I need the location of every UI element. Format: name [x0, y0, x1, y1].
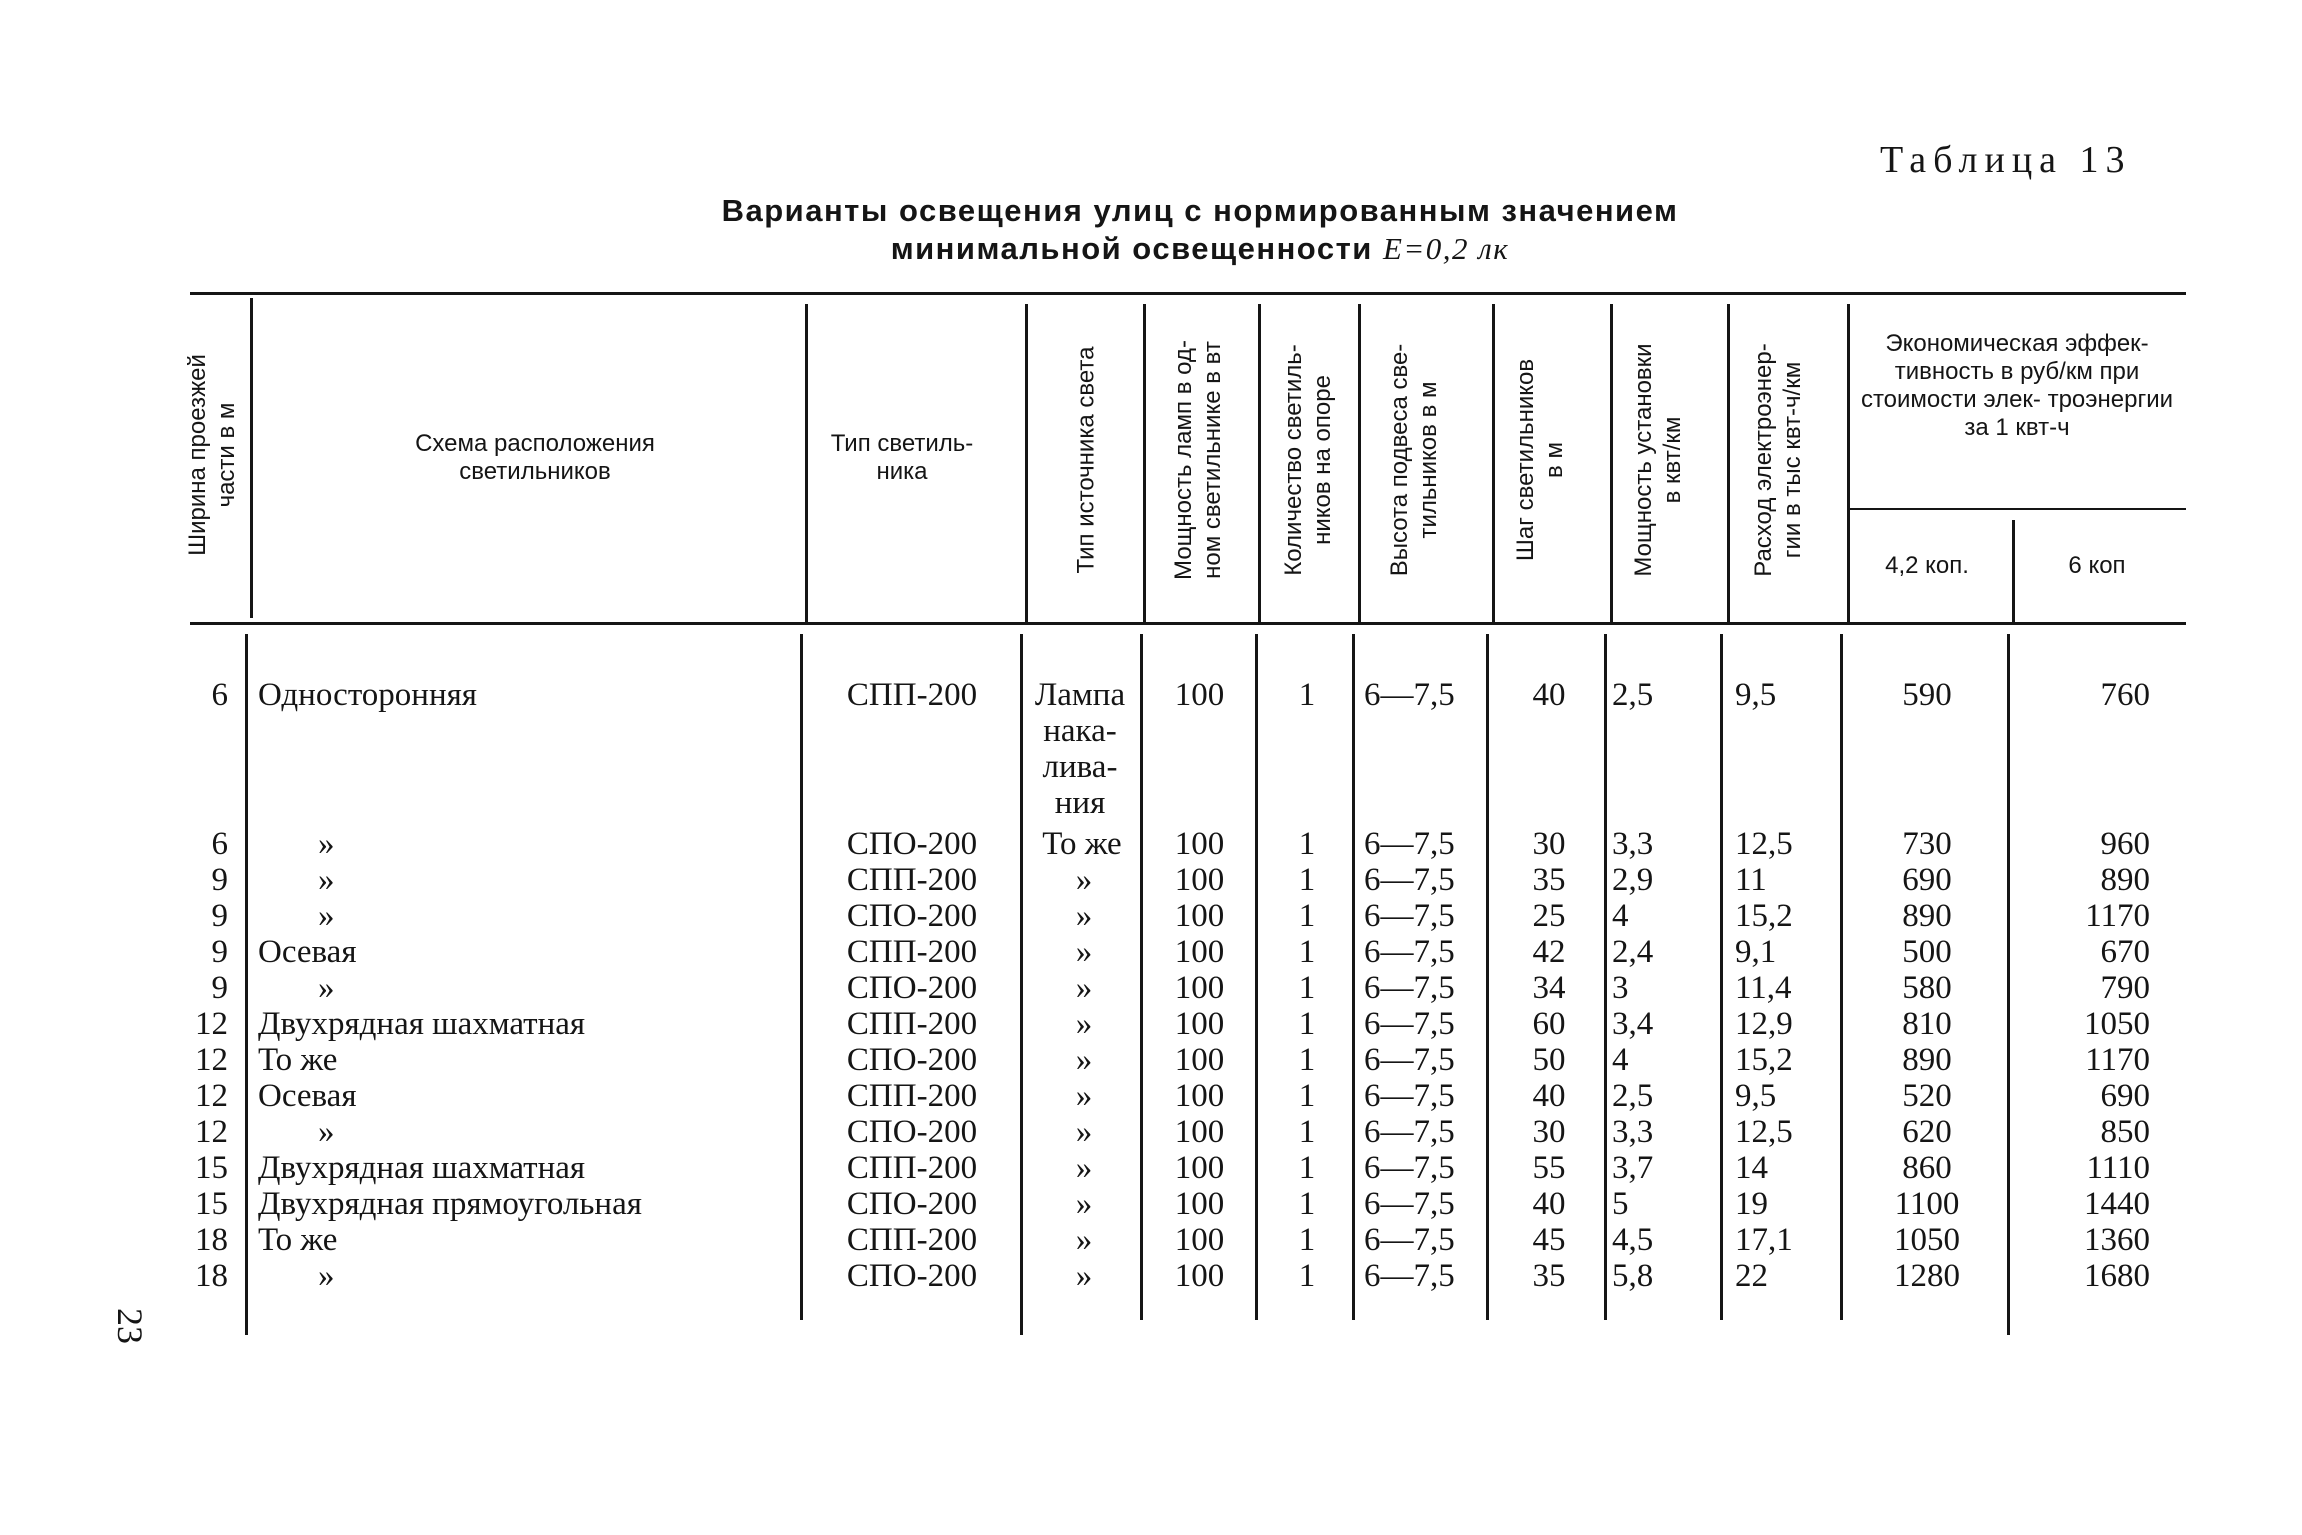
header-width-line-2: части в м [213, 402, 240, 508]
cell-fixture: СПП-200 [846, 677, 978, 713]
cell-fixture: СПО-200 [846, 1258, 978, 1294]
header-bottom-rule [190, 622, 2186, 625]
cell-e1: 860 [1902, 1150, 1952, 1186]
economic-sub-rule [1847, 508, 2186, 510]
cell-install: 4,5 [1612, 1222, 1654, 1258]
cell-source: » [1075, 1186, 1093, 1222]
cell-height: 6—7,5 [1364, 677, 1455, 713]
header-economic: Экономическая эффек- тивность в руб/км при стоимости элек- троэнергии за 1 квт-ч [1860, 330, 2174, 441]
cell-fixture: СПП-200 [846, 1222, 978, 1258]
cell-scheme: Двухрядная шахматная [258, 1150, 586, 1186]
cell-scheme: То же [258, 1222, 338, 1258]
cell-power: 100 [1174, 1006, 1225, 1042]
header-install-line-1: Мощность установки [1630, 343, 1657, 577]
cell-power: 100 [1174, 1114, 1225, 1150]
title-line-2-formula: E=0,2 лк [1382, 231, 1510, 266]
cell-install: 2,9 [1612, 862, 1654, 898]
cell-energy: 15,2 [1735, 1042, 1793, 1078]
cell-source: » [1075, 1006, 1093, 1042]
cell-e2: 850 [2100, 1114, 2150, 1150]
cell-width: 12 [195, 1078, 228, 1114]
cell-count: 1 [1298, 826, 1316, 862]
cell-install: 4 [1612, 898, 1629, 934]
cell-energy: 12,5 [1735, 1114, 1793, 1150]
header-install-line-2: в квт/км [1659, 416, 1686, 504]
cell-install: 4 [1612, 1042, 1629, 1078]
cell-height: 6—7,5 [1364, 1006, 1455, 1042]
cell-energy: 9,5 [1735, 1078, 1777, 1114]
cell-power: 100 [1174, 1222, 1225, 1258]
cell-step: 25 [1532, 898, 1566, 934]
cell-step: 30 [1532, 826, 1566, 862]
cell-fixture: СПО-200 [846, 1186, 978, 1222]
cell-height: 6—7,5 [1364, 934, 1455, 970]
cell-width: 12 [195, 1006, 228, 1042]
cell-scheme: » [318, 898, 335, 934]
cell-e1: 1050 [1894, 1222, 1960, 1258]
cell-fixture: СПО-200 [846, 898, 978, 934]
cell-energy: 22 [1735, 1258, 1768, 1294]
header-height-line-1: Высота подвеса све- [1386, 343, 1413, 577]
cell-fixture: СПП-200 [846, 1078, 978, 1114]
cell-install: 3,4 [1612, 1006, 1654, 1042]
column-divider [1610, 304, 1613, 622]
cell-scheme: Двухрядная шахматная [258, 1006, 586, 1042]
cell-step: 35 [1532, 1258, 1566, 1294]
cell-power: 100 [1174, 677, 1225, 713]
cell-fixture: СПО-200 [846, 826, 978, 862]
header-count-line-1: Количество светиль- [1280, 344, 1307, 576]
cell-power: 100 [1174, 898, 1225, 934]
cell-install: 3 [1612, 970, 1629, 1006]
cell-source: » [1075, 1150, 1093, 1186]
cell-e1: 890 [1902, 1042, 1952, 1078]
column-divider [1492, 304, 1495, 622]
cell-step: 42 [1532, 934, 1566, 970]
cell-e1: 1280 [1894, 1258, 1960, 1294]
cell-height: 6—7,5 [1364, 1150, 1455, 1186]
cell-e2: 790 [2100, 970, 2150, 1006]
cell-energy: 14 [1735, 1150, 1768, 1186]
cell-source: » [1075, 862, 1093, 898]
cell-step: 60 [1532, 1006, 1566, 1042]
cell-energy: 9,1 [1735, 934, 1777, 970]
cell-energy: 9,5 [1735, 677, 1777, 713]
cell-height: 6—7,5 [1364, 826, 1455, 862]
cell-width: 12 [195, 1042, 228, 1078]
cell-e1: 500 [1902, 934, 1952, 970]
cell-install: 2,4 [1612, 934, 1654, 970]
header-scheme: Схема расположения светильников [415, 430, 655, 485]
cell-scheme: То же [258, 1042, 338, 1078]
cell-step: 50 [1532, 1042, 1566, 1078]
cell-e2: 760 [2100, 677, 2150, 713]
cell-count: 1 [1298, 1222, 1316, 1258]
cell-source: » [1075, 934, 1093, 970]
cell-width: 12 [195, 1114, 228, 1150]
cell-count: 1 [1298, 862, 1316, 898]
cell-count: 1 [1298, 970, 1316, 1006]
cell-source: » [1075, 970, 1093, 1006]
cell-step: 40 [1532, 677, 1566, 713]
cell-count: 1 [1298, 677, 1316, 713]
cell-scheme: » [318, 826, 335, 862]
cell-step: 30 [1532, 1114, 1566, 1150]
cell-step: 35 [1532, 862, 1566, 898]
cell-install: 3,3 [1612, 826, 1654, 862]
cell-step: 34 [1532, 970, 1566, 1006]
column-divider [1143, 304, 1146, 622]
header-count-line-2: ников на опоре [1309, 375, 1336, 545]
cell-height: 6—7,5 [1364, 970, 1455, 1006]
cell-count: 1 [1298, 1186, 1316, 1222]
cell-power: 100 [1174, 862, 1225, 898]
cell-fixture: СПО-200 [846, 1114, 978, 1150]
cell-source: То же [1042, 826, 1122, 862]
cell-width: 9 [211, 934, 228, 970]
cell-width: 18 [195, 1222, 228, 1258]
cell-fixture: СПО-200 [846, 970, 978, 1006]
cell-source: » [1075, 1078, 1093, 1114]
cell-height: 6—7,5 [1364, 898, 1455, 934]
cell-fixture: СПП-200 [846, 1006, 978, 1042]
cell-install: 5,8 [1612, 1258, 1654, 1294]
column-divider [245, 634, 248, 1335]
cell-e1: 580 [1902, 970, 1952, 1006]
column-divider [1720, 634, 1723, 1320]
cell-scheme: Осевая [258, 1078, 357, 1114]
cell-source: » [1075, 1222, 1093, 1258]
cell-step: 45 [1532, 1222, 1566, 1258]
cell-height: 6—7,5 [1364, 1186, 1455, 1222]
cell-energy: 12,5 [1735, 826, 1793, 862]
cell-fixture: СПП-200 [846, 934, 978, 970]
cell-step: 40 [1532, 1078, 1566, 1114]
cell-width: 18 [195, 1258, 228, 1294]
cell-height: 6—7,5 [1364, 1114, 1455, 1150]
cell-width: 9 [211, 862, 228, 898]
cell-energy: 12,9 [1735, 1006, 1793, 1042]
cell-fixture: СПП-200 [846, 1150, 978, 1186]
cell-e2: 1050 [2084, 1006, 2150, 1042]
cell-scheme: » [318, 1114, 335, 1150]
cell-power: 100 [1174, 1150, 1225, 1186]
column-divider [1358, 304, 1361, 622]
cell-count: 1 [1298, 1042, 1316, 1078]
column-divider [1847, 304, 1850, 622]
cell-e2: 1440 [2084, 1186, 2150, 1222]
column-divider [250, 298, 253, 618]
cell-power: 100 [1174, 1042, 1225, 1078]
cell-e1: 520 [1902, 1078, 1952, 1114]
cell-count: 1 [1298, 934, 1316, 970]
cell-scheme: » [318, 862, 335, 898]
cell-e2: 1170 [2085, 1042, 2150, 1078]
column-divider [1840, 634, 1843, 1320]
table-top-rule [190, 292, 2186, 295]
header-power-line-1: Мощность ламп в од- [1170, 340, 1197, 580]
cell-e1: 810 [1902, 1006, 1952, 1042]
cell-step: 55 [1532, 1150, 1566, 1186]
cell-energy: 15,2 [1735, 898, 1793, 934]
cell-count: 1 [1298, 1258, 1316, 1294]
column-divider [1258, 304, 1261, 622]
cell-source: » [1075, 1258, 1093, 1294]
cell-power: 100 [1174, 970, 1225, 1006]
cell-width: 15 [195, 1150, 228, 1186]
header-width-line-1: Ширина проезжей [184, 354, 211, 556]
cell-e1: 590 [1902, 677, 1952, 713]
cell-height: 6—7,5 [1364, 1078, 1455, 1114]
cell-width: 15 [195, 1186, 228, 1222]
header-step-line-2: в м [1541, 442, 1568, 478]
cell-source: Лампа нака- лива- ния [1034, 677, 1126, 821]
cell-fixture: СПП-200 [846, 862, 978, 898]
cell-e2: 1170 [2085, 898, 2150, 934]
cell-install: 5 [1612, 1186, 1629, 1222]
table-title [600, 192, 1800, 268]
cell-power: 100 [1174, 1258, 1225, 1294]
cell-e1: 620 [1902, 1114, 1952, 1150]
cell-power: 100 [1174, 826, 1225, 862]
cell-e2: 1360 [2084, 1222, 2150, 1258]
cell-count: 1 [1298, 1114, 1316, 1150]
cell-energy: 11 [1735, 862, 1767, 898]
column-divider [1727, 304, 1730, 622]
column-divider [805, 304, 808, 622]
cell-e1: 890 [1902, 898, 1952, 934]
cell-count: 1 [1298, 1078, 1316, 1114]
cell-scheme: » [318, 1258, 335, 1294]
cell-scheme: Двухрядная прямоугольная [258, 1186, 642, 1222]
cell-e1: 690 [1902, 862, 1952, 898]
cell-install: 2,5 [1612, 677, 1654, 713]
cell-e2: 690 [2100, 1078, 2150, 1114]
header-energy-line-2: гии в тыс квт-ч/км [1779, 361, 1806, 559]
cell-scheme: » [318, 970, 335, 1006]
cell-width: 9 [211, 898, 228, 934]
cell-install: 3,7 [1612, 1150, 1654, 1186]
cell-count: 1 [1298, 1006, 1316, 1042]
cell-width: 6 [211, 677, 228, 713]
cell-energy: 19 [1735, 1186, 1768, 1222]
cell-source: » [1075, 1042, 1093, 1078]
cell-height: 6—7,5 [1364, 1222, 1455, 1258]
header-power-line-2: ном светильнике в вт [1199, 341, 1226, 579]
header-fixture: Тип светиль- ника [830, 430, 974, 485]
cell-e2: 1680 [2084, 1258, 2150, 1294]
cell-e2: 1110 [2086, 1150, 2150, 1186]
cell-source: » [1075, 898, 1093, 934]
cell-fixture: СПО-200 [846, 1042, 978, 1078]
table-number: Таблица 13 [1880, 139, 2132, 181]
cell-height: 6—7,5 [1364, 1042, 1455, 1078]
cell-power: 100 [1174, 934, 1225, 970]
header-cost-1: 4,2 коп. [1885, 552, 1969, 579]
cell-e2: 670 [2100, 934, 2150, 970]
header-height-line-2: тильников в м [1415, 381, 1442, 539]
column-divider [2007, 634, 2010, 1335]
cell-height: 6—7,5 [1364, 1258, 1455, 1294]
cell-scheme: Односторонняя [258, 677, 477, 713]
title-line-2 [600, 230, 1800, 268]
cell-e2: 960 [2100, 826, 2150, 862]
cell-e1: 730 [1902, 826, 1952, 862]
cell-height: 6—7,5 [1364, 862, 1455, 898]
cell-count: 1 [1298, 898, 1316, 934]
cell-width: 9 [211, 970, 228, 1006]
header-cost-2: 6 коп [2068, 552, 2126, 579]
column-divider [1025, 304, 1028, 622]
cell-energy: 17,1 [1735, 1222, 1793, 1258]
cell-scheme: Осевая [258, 934, 357, 970]
title-line-2-prefix: минимальной освещенности [890, 231, 1373, 266]
page-number: 23 [110, 1308, 150, 1344]
cell-e1: 1100 [1894, 1186, 1960, 1222]
title-line-1: Варианты освещения улиц с нормированным значением [721, 193, 1679, 228]
cell-e2: 890 [2100, 862, 2150, 898]
cell-count: 1 [1298, 1150, 1316, 1186]
cell-install: 2,5 [1612, 1078, 1654, 1114]
cell-power: 100 [1174, 1078, 1225, 1114]
cell-source: » [1075, 1114, 1093, 1150]
cell-energy: 11,4 [1735, 970, 1792, 1006]
cell-install: 3,3 [1612, 1114, 1654, 1150]
cell-width: 6 [211, 826, 228, 862]
header-source-line-1: Тип источника света [1072, 346, 1100, 574]
header-energy-line-1: Расход электроэнер- [1750, 343, 1777, 577]
header-step-line-1: Шаг светильников [1512, 358, 1539, 562]
cell-power: 100 [1174, 1186, 1225, 1222]
cell-step: 40 [1532, 1186, 1566, 1222]
